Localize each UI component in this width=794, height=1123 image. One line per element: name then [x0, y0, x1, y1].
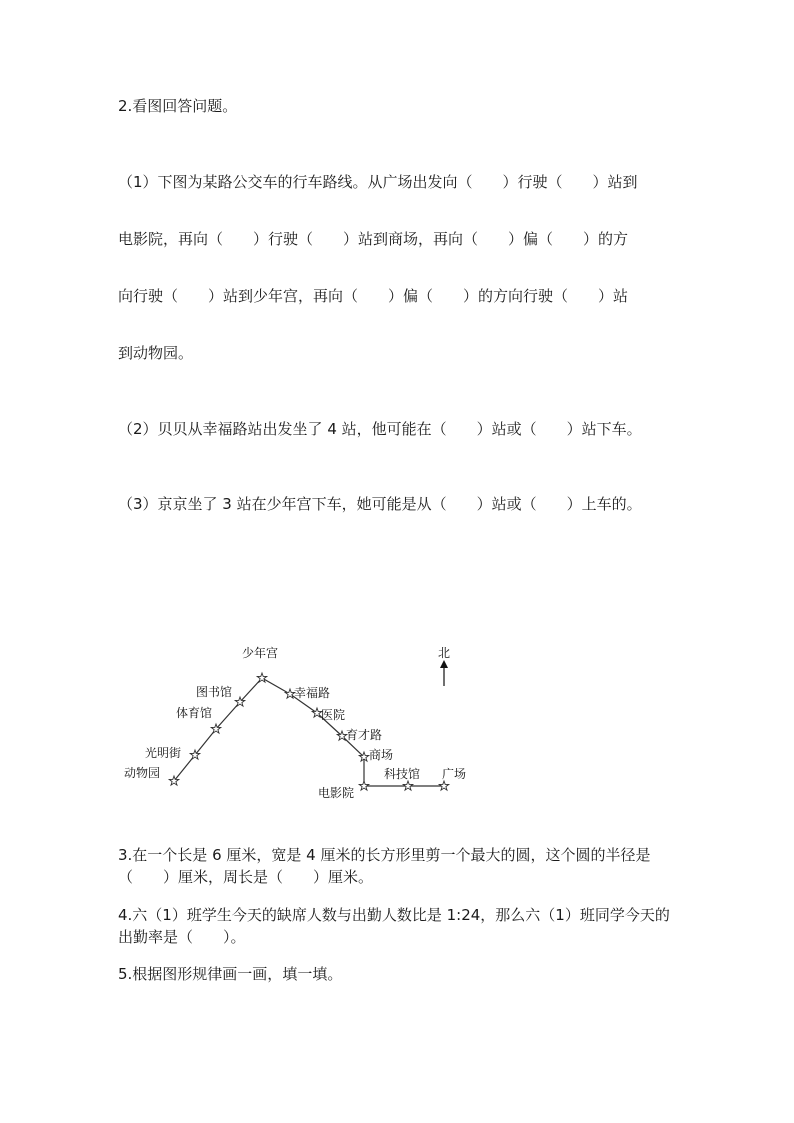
question-2-1-line-3: 向行驶（ ）站到少年宫，再向（ ）偏（ ）的方向行驶（ ）站 — [118, 287, 629, 305]
label-kejiguan: 科技馆 — [384, 767, 421, 781]
label-dongwuyuan: 动物园 — [124, 766, 161, 780]
question-4: 4.六（1）班学生今天的缺席人数与出勤人数比是 1:24，那么六（1）班同学今天的出勤率是（ ）。 — [118, 906, 670, 946]
label-guangmingjie: 光明街 — [145, 746, 182, 760]
station-dianyingyuan-marker — [359, 781, 369, 790]
label-xingfulu: 幸福路 — [294, 686, 331, 700]
question-2-3: （3）京京坐了 3 站在少年宫下车，她可能是从（ ）站或（ ）上车的。 — [118, 495, 642, 513]
question-2-1-line-1: （1）下图为某路公交车的行车路线。从广场出发向（ ）行驶（ ）站到 — [118, 173, 638, 191]
question-3: 3.在一个长是 6 厘米，宽是 4 厘米的长方形里剪一个最大的圆，这个圆的半径是（ ）厘米，周长是（ ）厘米。 — [118, 846, 651, 886]
question-2-2: （2）贝贝从幸福路站出发坐了 4 站，他可能在（ ）站或（ ）站下车。 — [118, 420, 642, 438]
label-dianyingyuan: 电影院 — [318, 786, 355, 800]
station-shaoniangong-marker — [257, 673, 267, 682]
question-2-title: 2.看图回答问题。 — [118, 97, 238, 115]
station-kejiguan-marker — [403, 781, 413, 790]
label-tushuguan: 图书馆 — [196, 685, 233, 699]
label-yiyuan: 医院 — [321, 708, 346, 722]
label-guangchang: 广场 — [442, 767, 467, 781]
label-shaoniangong: 少年宫 — [242, 646, 279, 660]
label-shangchang: 商场 — [369, 748, 394, 762]
north-arrow-icon — [440, 660, 448, 686]
label-yucailu: 育才路 — [346, 728, 383, 742]
question-5: 5.根据图形规律画一画，填一填。 — [118, 965, 343, 983]
station-guangchang-marker — [439, 781, 449, 790]
north-label: 北 — [438, 646, 451, 660]
bus-route-map — [118, 635, 478, 805]
question-2-1-line-2: 电影院，再向（ ）行驶（ ）站到商场，再向（ ）偏（ ）的方 — [118, 230, 629, 248]
question-2-1-line-4: 到动物园。 — [118, 344, 194, 362]
label-tiyuguan: 体育馆 — [176, 706, 213, 720]
